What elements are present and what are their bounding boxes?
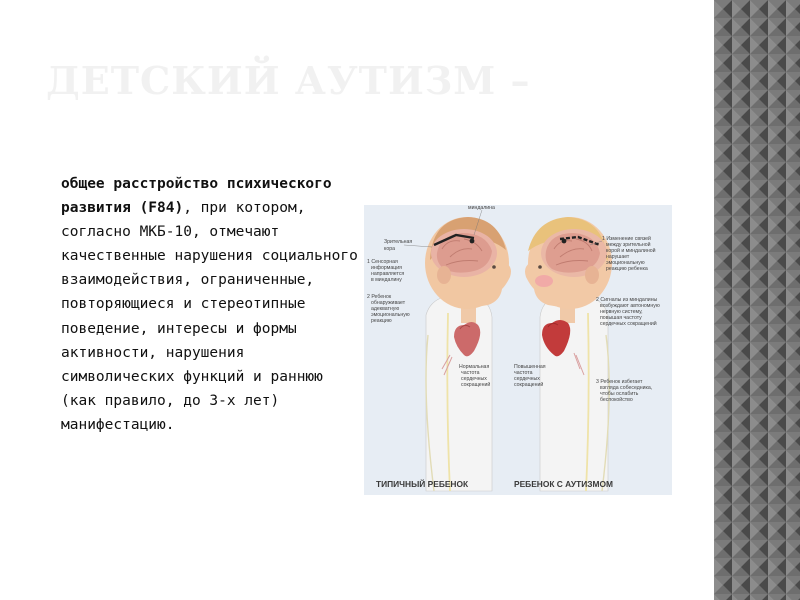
body-definition: , при котором, согласно МКБ-10, отмечают качественные нарушения социального взаимодействия, ограниченные, повторяющиеся и стереотипные поведение, интересы и формы активности, нарушения символических функций и раннюю (как правило, до 3-х лет) манифестацию. <box>61 200 358 433</box>
left-note-sensory: 1 Сенсорная информация направляется в миндалину <box>367 259 405 283</box>
slide-title: ДЕТСКИЙ АУТИЗМ – <box>46 58 531 103</box>
autism-comparison-figure <box>364 205 672 495</box>
caption-typical-child: ТИПИЧНЫЙ РЕБЕНОК <box>376 479 469 489</box>
decorative-side-pattern <box>714 0 800 600</box>
body-bold-term: общее расстройство психического развития (F84) <box>61 176 332 217</box>
left-note-reaction: 2 Ребенок обнаруживает адекватную эмоциональную реакцию <box>367 294 410 324</box>
label-visual-cortex: Зрительная кора <box>384 239 413 252</box>
slide-body-text <box>61 172 361 437</box>
right-note-gaze-avoidance: 3 Ребенок избегает взгляда собеседника, чтобы ослабить беспокойство <box>596 379 653 403</box>
label-amygdala: миндалина <box>468 205 495 211</box>
label-high-heart-rate: Повышенная частота сердечных сокращений <box>514 364 546 388</box>
right-note-connections: 1 Изменение связей между зрительной корой и миндалиной нарушает эмоциональную реакцию ребенка <box>602 236 656 272</box>
label-normal-heart-rate: Нормальная частота сердечных сокращений <box>459 364 491 388</box>
right-note-amygdala-signals: 2 Сигналы из миндалины возбуждают автономную нервную систему, повышая частоту сердечных сокращений <box>596 297 660 327</box>
caption-autistic-child: РЕБЕНОК С АУТИЗМОМ <box>514 479 613 489</box>
